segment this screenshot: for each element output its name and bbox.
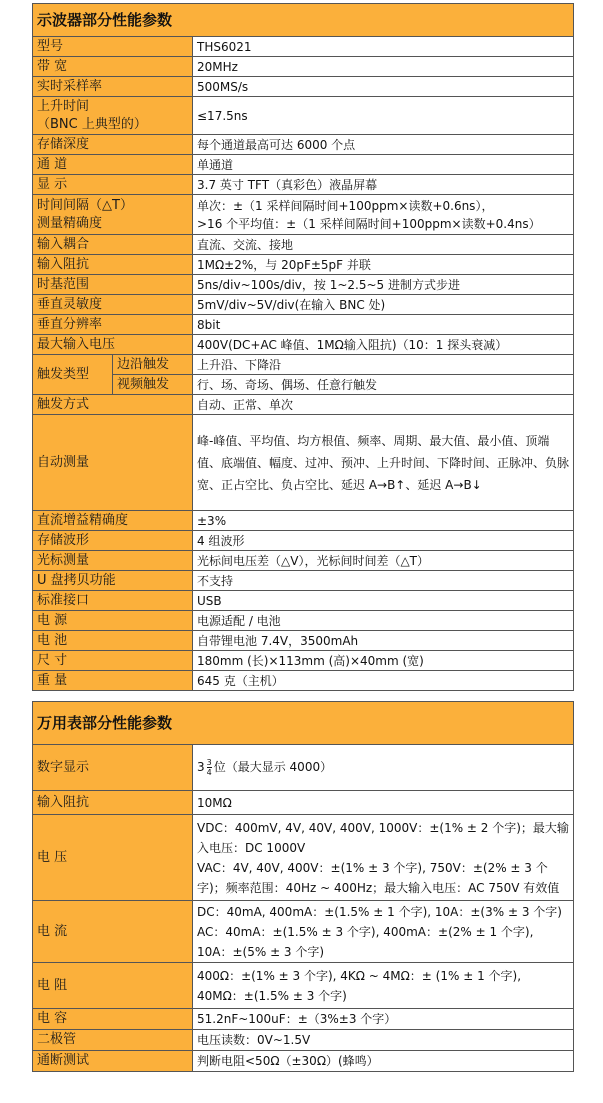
table-row (33, 511, 574, 531)
table-row (33, 631, 574, 651)
table-row (33, 355, 574, 375)
spec-label: 重 量 (33, 671, 193, 691)
table-row (33, 255, 574, 275)
digit-suffix: 位（最大显示 4000） (213, 760, 333, 774)
spec-value: VDC：400mV, 4V, 40V, 400V, 1000V：±(1% ± 2 个字)；最大输入电压：DC 1000V VAC：4V, 40V, 400V：±(1% ± 3 个字), 750V：±(2% ± 3 个字)；频率范围：40Hz ~ 400Hz；最大输入电压：AC 750V 有效值 (193, 815, 574, 901)
spec-value: 51.2nF~100uF：±（3%±3 个字） (193, 1009, 574, 1030)
table-row (33, 335, 574, 355)
table-row (33, 1030, 574, 1051)
spec-value: 8bit (193, 315, 574, 335)
spec-label: 通 道 (33, 155, 193, 175)
spacer-cell (33, 691, 574, 702)
spec-label: 电 压 (33, 815, 193, 901)
table-row (33, 97, 574, 135)
trigger-type-label: 触发类型 (33, 355, 113, 395)
fraction-numerator: 3 (206, 758, 212, 767)
spec-value: 400V(DC+AC 峰值、1MΩ输入阻抗)（10：1 探头衰减） (193, 335, 574, 355)
table-row (33, 415, 574, 511)
digit-prefix: 3 (197, 760, 205, 774)
spec-value: DC：40mA, 400mA：±(1.5% ± 1 个字), 10A：±(3% ± 3 个字) AC：40mA：±(1.5% ± 3 个字), 400mA：±(2% ± 1 个字), 10A：±(5% ± 3 个字) (193, 901, 574, 963)
spec-label: 光标测量 (33, 551, 193, 571)
table-row (33, 963, 574, 1009)
section-spacer (33, 691, 574, 702)
spec-label: 尺 寸 (33, 651, 193, 671)
table-row (33, 195, 574, 235)
spec-label: 通断测试 (33, 1051, 193, 1072)
spec-label: 电 源 (33, 611, 193, 631)
spec-label: 存储深度 (33, 135, 193, 155)
spec-label: 垂直灵敏度 (33, 295, 193, 315)
spec-label: 电 池 (33, 631, 193, 651)
spec-value: 5mV/div~5V/div(在输入 BNC 处) (193, 295, 574, 315)
spec-value: 直流、交流、接地 (193, 235, 574, 255)
spec-label: 二极管 (33, 1030, 193, 1051)
table-row (33, 671, 574, 691)
table-row (33, 235, 574, 255)
spec-value: 电源适配 / 电池 (193, 611, 574, 631)
table-row (33, 175, 574, 195)
table-row (33, 395, 574, 415)
spec-table (32, 3, 574, 1072)
table-row (33, 531, 574, 551)
spec-value: 500MS/s (193, 77, 574, 97)
table-row (33, 571, 574, 591)
spec-label: 带 宽 (33, 57, 193, 77)
spec-label: 触发方式 (33, 395, 193, 415)
spec-value: 光标间电压差（△V），光标间时间差（△T） (193, 551, 574, 571)
table-row (33, 745, 574, 791)
table-row (33, 57, 574, 77)
spec-value: ±3% (193, 511, 574, 531)
table-row (33, 591, 574, 611)
multimeter-section-title-row (33, 702, 574, 745)
video-trigger-value: 行、场、奇场、偶场、任意行触发 (193, 375, 574, 395)
edge-trigger-label: 边沿触发 (113, 355, 193, 375)
table-row (33, 77, 574, 97)
spec-label: 时间间隔（△T） 测量精确度 (33, 195, 193, 235)
spec-label: 电 阻 (33, 963, 193, 1009)
table-row (33, 815, 574, 901)
digit-fraction (207, 758, 212, 777)
spec-label: 直流增益精确度 (33, 511, 193, 531)
fraction-denominator: 4 (206, 768, 212, 777)
table-row (33, 551, 574, 571)
spec-value: 4 组波形 (193, 531, 574, 551)
spec-value: 10MΩ (193, 791, 574, 815)
spec-value: 5ns/div~100s/div，按 1~2.5~5 进制方式步进 (193, 275, 574, 295)
spec-value: 判断电阻<50Ω（±30Ω）(蜂鸣） (193, 1051, 574, 1072)
table-row (33, 1009, 574, 1030)
table-row (33, 155, 574, 175)
spec-value: 峰-峰值、平均值、均方根值、频率、周期、最大值、最小值、顶端值、底端值、幅度、过冲、预冲、上升时间、下降时间、正脉冲、负脉宽、正占空比、负占空比、延迟 A→B↑、延迟 A→B↓ (193, 415, 574, 511)
spec-value: 645 克（主机） (193, 671, 574, 691)
table-row (33, 135, 574, 155)
spec-value: 不支持 (193, 571, 574, 591)
table-row (33, 375, 574, 395)
spec-label: 电 容 (33, 1009, 193, 1030)
spec-value: 单次：±（1 采样间隔时间+100ppm×读数+0.6ns）， >16 个平均值：±（1 采样间隔时间+100ppm×读数+0.4ns） (193, 195, 574, 235)
spec-value: 电压读数：0V~1.5V (193, 1030, 574, 1051)
table-row (33, 315, 574, 335)
spec-value: 1MΩ±2%，与 20pF±5pF 并联 (193, 255, 574, 275)
spec-value: 自动、正常、单次 (193, 395, 574, 415)
table-row (33, 275, 574, 295)
spec-label: 垂直分辨率 (33, 315, 193, 335)
table-row (33, 295, 574, 315)
digital-display-value (193, 745, 574, 791)
edge-trigger-value: 上升沿、下降沿 (193, 355, 574, 375)
spec-value: 每个通道最高可达 6000 个点 (193, 135, 574, 155)
oscilloscope-section-title-row (33, 4, 574, 37)
multimeter-section-title: 万用表部分性能参数 (33, 702, 574, 745)
spec-label: 电 流 (33, 901, 193, 963)
spec-value: 自带锂电池 7.4V，3500mAh (193, 631, 574, 651)
spec-value: USB (193, 591, 574, 611)
spec-value: 180mm (长)×113mm (高)×40mm (宽) (193, 651, 574, 671)
spec-label: 显 示 (33, 175, 193, 195)
spec-label: 型号 (33, 37, 193, 57)
spec-label: 实时采样率 (33, 77, 193, 97)
spec-label: 存储波形 (33, 531, 193, 551)
spec-label: 输入耦合 (33, 235, 193, 255)
spec-label: 最大输入电压 (33, 335, 193, 355)
video-trigger-label: 视频触发 (113, 375, 193, 395)
oscilloscope-section-title: 示波器部分性能参数 (33, 4, 574, 37)
spec-label: 上升时间 （BNC 上典型的） (33, 97, 193, 135)
table-row (33, 611, 574, 631)
table-row (33, 1051, 574, 1072)
spec-value: 单通道 (193, 155, 574, 175)
spec-label: 输入阻抗 (33, 255, 193, 275)
table-row (33, 791, 574, 815)
spec-value: 3.7 英寸 TFT（真彩色）液晶屏幕 (193, 175, 574, 195)
spec-value: THS6021 (193, 37, 574, 57)
spec-label: 时基范围 (33, 275, 193, 295)
spec-label: 输入阻抗 (33, 791, 193, 815)
table-row (33, 37, 574, 57)
spec-label: 标准接口 (33, 591, 193, 611)
spec-label: 自动测量 (33, 415, 193, 511)
spec-sheet (32, 3, 573, 1072)
table-row (33, 901, 574, 963)
table-row (33, 651, 574, 671)
spec-label: U 盘拷贝功能 (33, 571, 193, 591)
spec-value: 20MHz (193, 57, 574, 77)
spec-value: ≤17.5ns (193, 97, 574, 135)
spec-value: 400Ω：±(1% ± 3 个字), 4KΩ ~ 4MΩ：± (1% ± 1 个字), 40MΩ：±(1.5% ± 3 个字) (193, 963, 574, 1009)
digital-display-label: 数字显示 (33, 745, 193, 791)
